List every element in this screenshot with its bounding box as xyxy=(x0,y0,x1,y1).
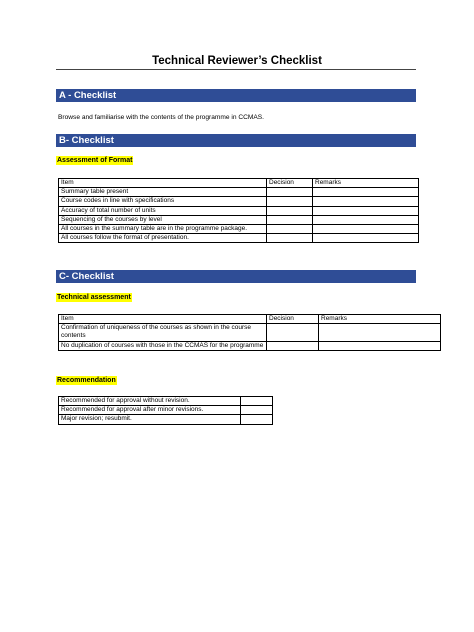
section-b-heading: B- Checklist xyxy=(56,134,416,147)
row-item: Confirmation of uniqueness of the courses as shown in the course contents xyxy=(59,324,267,341)
table-row xyxy=(59,341,441,350)
selection-cell[interactable] xyxy=(241,397,273,406)
selection-cell[interactable] xyxy=(241,406,273,415)
row-item: Sequencing of the courses by level xyxy=(59,215,267,224)
table-row xyxy=(59,397,273,406)
table-row xyxy=(59,324,441,341)
recommendation-heading: Recommendation xyxy=(57,377,116,384)
header-remarks: Remarks xyxy=(313,179,419,188)
technical-assessment-heading: Technical assessment xyxy=(57,294,131,301)
table-row xyxy=(59,197,419,206)
remarks-cell[interactable] xyxy=(313,215,419,224)
section-a-heading: A - Checklist xyxy=(56,89,416,102)
decision-cell[interactable] xyxy=(267,341,319,350)
remarks-cell[interactable] xyxy=(313,197,419,206)
row-item: No duplication of courses with those in the CCMAS for the programme xyxy=(59,341,267,350)
table-row xyxy=(59,234,419,243)
table-row xyxy=(59,225,419,234)
decision-cell[interactable] xyxy=(267,225,313,234)
table-row xyxy=(59,188,419,197)
remarks-cell[interactable] xyxy=(313,234,419,243)
format-assessment-table xyxy=(58,178,419,243)
row-item: Summary table present xyxy=(59,188,267,197)
recommendation-option: Recommended for approval after minor revisions. xyxy=(59,406,241,415)
remarks-cell[interactable] xyxy=(319,324,441,341)
table-row xyxy=(59,415,273,424)
header-decision: Decision xyxy=(267,179,313,188)
selection-cell[interactable] xyxy=(241,415,273,424)
remarks-cell[interactable] xyxy=(313,206,419,215)
format-assessment-heading: Assessment of Format xyxy=(57,157,133,164)
header-remarks: Remarks xyxy=(319,315,441,324)
row-item: All courses in the summary table are in the programme package. xyxy=(59,225,267,234)
decision-cell[interactable] xyxy=(267,324,319,341)
section-c-heading: C- Checklist xyxy=(56,270,416,283)
row-item: Accuracy of total number of units xyxy=(59,206,267,215)
recommendation-option: Major revision; resubmit. xyxy=(59,415,241,424)
table-row xyxy=(59,215,419,224)
decision-cell[interactable] xyxy=(267,234,313,243)
remarks-cell[interactable] xyxy=(313,188,419,197)
recommendation-option: Recommended for approval without revision. xyxy=(59,397,241,406)
technical-assessment-table xyxy=(58,314,441,351)
decision-cell[interactable] xyxy=(267,197,313,206)
table-header-row xyxy=(59,179,419,188)
header-decision: Decision xyxy=(267,315,319,324)
header-item: Item xyxy=(59,315,267,324)
section-a-text: Browse and familiarise with the contents of the programme in CCMAS. xyxy=(58,114,264,121)
decision-cell[interactable] xyxy=(267,215,313,224)
decision-cell[interactable] xyxy=(267,206,313,215)
table-row xyxy=(59,206,419,215)
remarks-cell[interactable] xyxy=(313,225,419,234)
decision-cell[interactable] xyxy=(267,188,313,197)
title-underline xyxy=(56,69,416,70)
table-header-row xyxy=(59,315,441,324)
recommendation-table xyxy=(58,396,273,425)
remarks-cell[interactable] xyxy=(319,341,441,350)
row-item: All courses follow the format of presentation. xyxy=(59,234,267,243)
row-item: Course codes in line with specifications xyxy=(59,197,267,206)
table-row xyxy=(59,406,273,415)
document-title: Technical Reviewer’s Checklist xyxy=(152,55,322,67)
header-item: Item xyxy=(59,179,267,188)
